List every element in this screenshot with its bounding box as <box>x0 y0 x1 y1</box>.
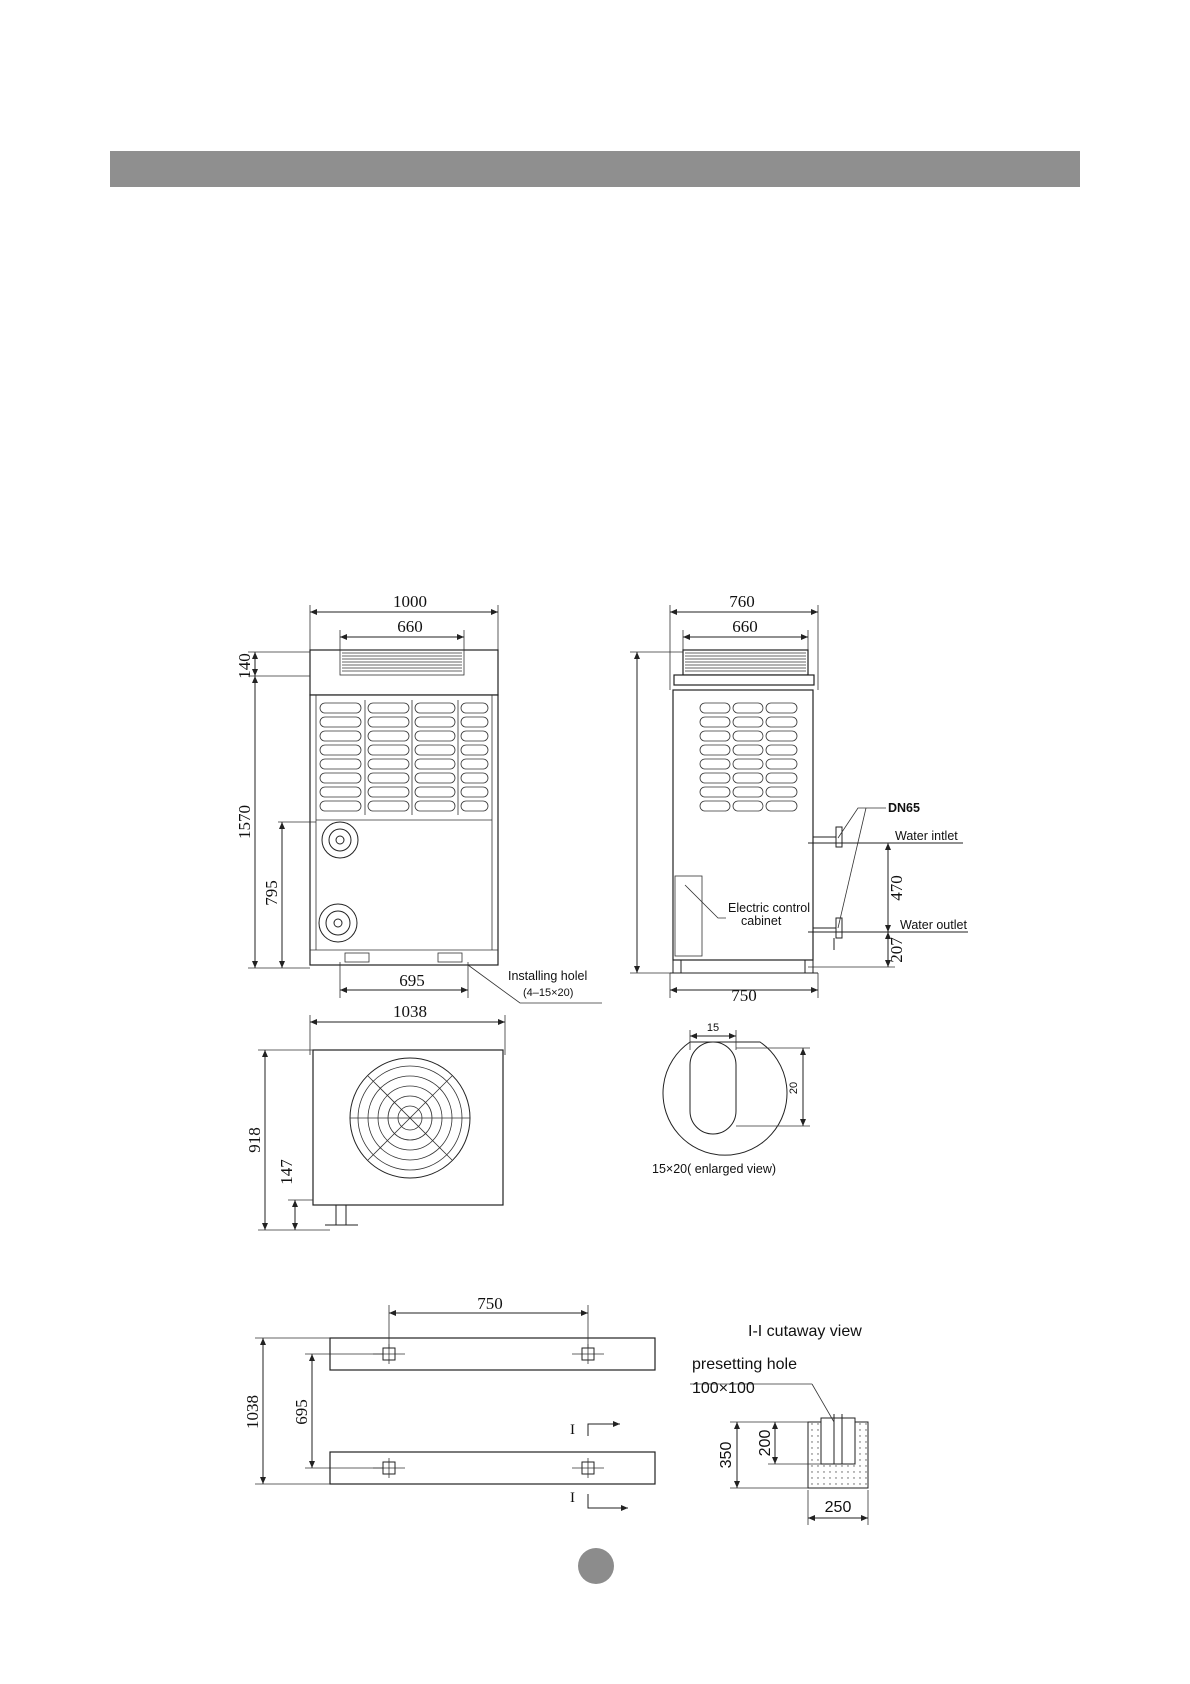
installing-hole-label: Installing holel <box>508 969 588 983</box>
dim-holes-695: 695 <box>399 971 425 990</box>
dim-side-660: 660 <box>732 617 758 636</box>
dn65-label: DN65 <box>888 801 920 815</box>
dim-inner-695: 695 <box>292 1399 311 1425</box>
dim-outlet-207: 207 <box>887 937 906 963</box>
electric-cabinet-label-1: Electric control <box>728 901 810 915</box>
hole-height-20: 20 <box>788 1081 800 1095</box>
cutaway-title: I-I cutaway view <box>748 1323 862 1340</box>
dim-cut-250: 250 <box>824 1499 852 1516</box>
dim-depth-918: 918 <box>245 1127 264 1153</box>
dim-lower-795: 795 <box>262 880 281 906</box>
section-mark-bottom: I <box>570 1490 575 1506</box>
fan-guard <box>350 1058 470 1178</box>
dim-width-1000: 1000 <box>393 592 427 611</box>
side-view <box>630 592 968 1005</box>
water-inlet-label: Water intlet <box>895 829 958 843</box>
electric-cabinet-label-2: cabinet <box>741 914 782 928</box>
dim-length-1038: 1038 <box>243 1395 262 1429</box>
top-view <box>245 1002 505 1230</box>
hole-width-15: 15 <box>706 1022 720 1034</box>
dim-top-1038: 1038 <box>393 1002 427 1021</box>
foundation-plan <box>243 1294 655 1508</box>
dim-cut-200: 200 <box>757 1429 774 1457</box>
cutaway-view <box>690 1323 868 1525</box>
enlarged-view-caption: 15×20( enlarged view) <box>652 1162 777 1176</box>
dim-height-1570: 1570 <box>235 805 254 839</box>
dim-span-750: 750 <box>477 1294 503 1313</box>
section-mark-top: I <box>570 1422 575 1438</box>
installing-hole-spec: (4–15×20) <box>523 987 574 999</box>
dim-foot-147: 147 <box>277 1159 296 1185</box>
dim-pipes-470: 470 <box>887 875 906 901</box>
hole-detail <box>652 1022 810 1176</box>
dim-base-750: 750 <box>731 986 757 1005</box>
dim-side-760: 760 <box>729 592 755 611</box>
dim-cut-350: 350 <box>718 1441 735 1469</box>
water-outlet-label: Water outlet <box>900 918 967 932</box>
presetting-hole-size: 100×100 <box>692 1380 755 1397</box>
front-view <box>235 592 602 1003</box>
presetting-hole-label: presetting hole <box>692 1356 797 1373</box>
page-number-badge <box>578 1548 614 1584</box>
dim-top-140: 140 <box>235 653 254 679</box>
dim-grille-660: 660 <box>397 617 423 636</box>
